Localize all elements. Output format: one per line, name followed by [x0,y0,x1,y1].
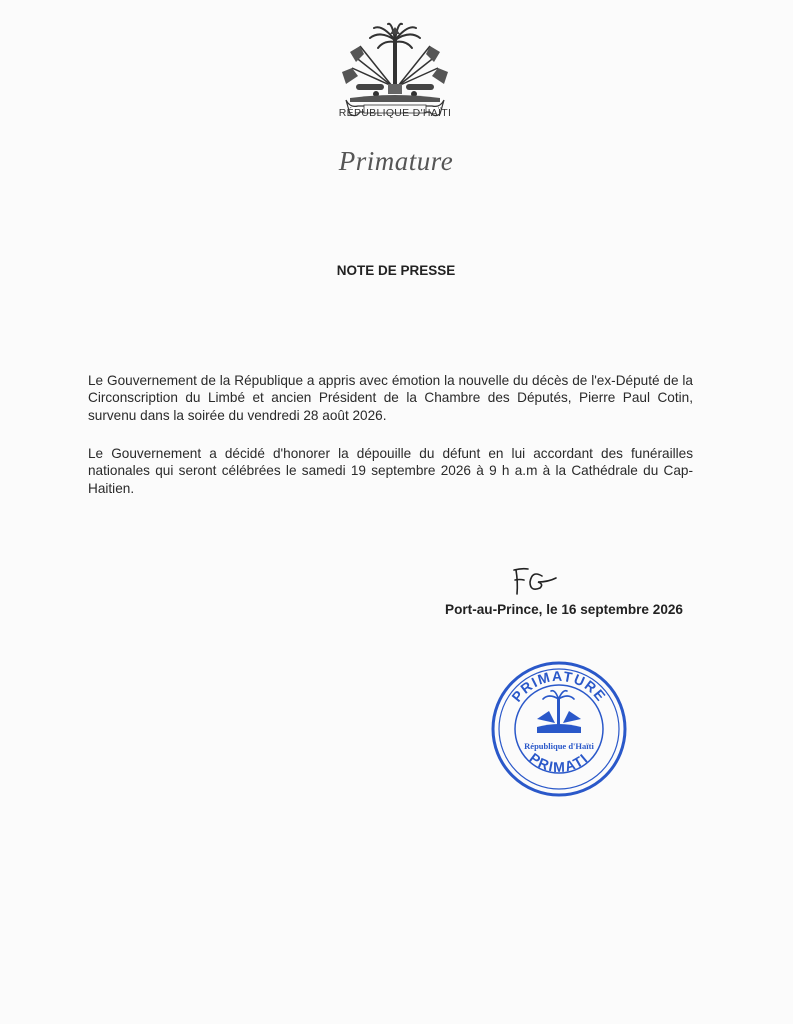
official-stamp-icon [489,657,629,801]
paragraph-1: Le Gouvernement de la République a appris avec émotion la nouvelle du décès de l'ex-Député de la Circonscription du Limbé et ancien Président de la Chambre des Députés, Pierre Paul Cotin, survenu dans la soirée du vendredi 28 août 2026. [88,373,693,423]
republic-caption: RÉPUBLIQUE D'HAÏTI [338,107,452,119]
office-name: Primature [338,146,454,176]
document-title: NOTE DE PRESSE [336,263,456,278]
place-date: Port-au-Prince, le 16 septembre 2026 [445,602,683,617]
signature-icon [508,560,568,598]
svg-text:PRIMATURE: PRIMATURE [508,667,610,705]
stamp-inner-text: République d'Haïti [524,741,594,751]
paragraph-2: Le Gouvernement a décidé d'honorer la dépouille du défunt en lui accordant des funérailles nationales qui seront célébrées le samedi 19 septembre 2026 à 9 h a.m à la Cathédrale du Cap-Haitien. [88,446,693,496]
svg-text:PRIMATI: PRIMATI [526,749,592,776]
